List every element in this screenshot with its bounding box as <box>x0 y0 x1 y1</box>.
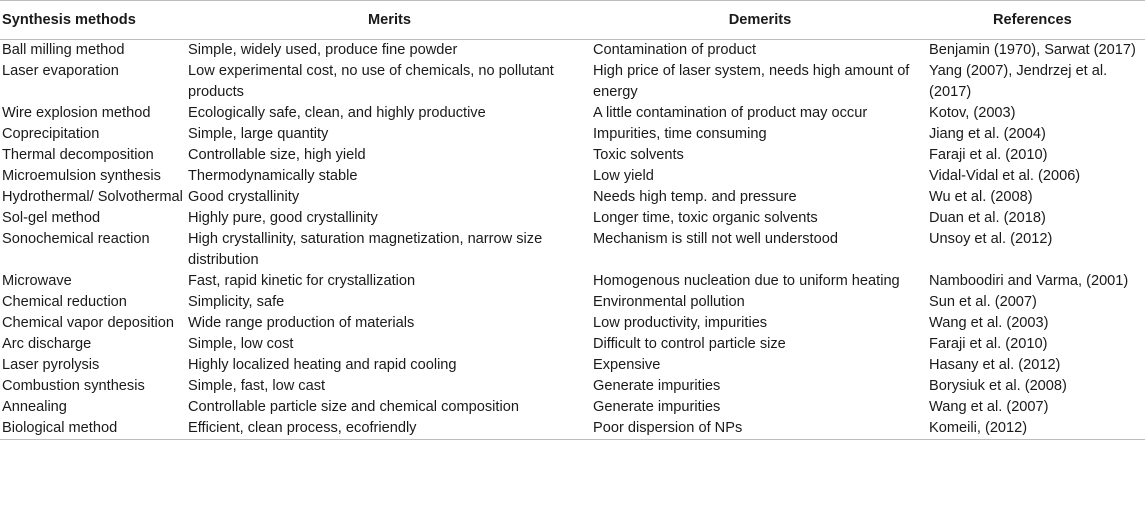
table-row <box>0 334 1145 355</box>
cell-demerits: A little contamination of product may occur <box>593 105 868 121</box>
header-demerits: Demerits <box>591 1 927 40</box>
cell-references: Komeili, (2012) <box>927 418 1145 440</box>
cell-references: Namboodiri and Varma, (2001) <box>929 273 1129 289</box>
cell-method: Annealing <box>2 399 67 415</box>
cell-demerits: Poor dispersion of NPs <box>591 418 927 440</box>
cell-method: Microwave <box>2 273 72 289</box>
cell-demerits: Toxic solvents <box>593 147 684 163</box>
table-row <box>0 418 1145 440</box>
table-row <box>0 355 1145 376</box>
cell-demerits: Mechanism is still not well understood <box>593 231 838 247</box>
cell-merits: Good crystallinity <box>188 189 300 205</box>
table-row <box>0 61 1145 103</box>
cell-demerits: Expensive <box>593 357 661 373</box>
header-references: References <box>927 1 1145 40</box>
cell-demerits: Difficult to control particle size <box>593 336 786 352</box>
cell-merits: Controllable size, high yield <box>188 147 366 163</box>
table-row <box>0 313 1145 334</box>
table-row <box>0 208 1145 229</box>
cell-method: Arc discharge <box>2 336 92 352</box>
cell-references: Wu et al. (2008) <box>929 189 1033 205</box>
cell-method: Chemical vapor deposition <box>2 315 174 331</box>
cell-demerits: Generate impurities <box>593 378 721 394</box>
header-row <box>0 1 1145 40</box>
cell-method: Thermal decomposition <box>2 147 154 163</box>
cell-references: Benjamin (1970), Sarwat (2017) <box>929 42 1136 58</box>
table-row <box>0 292 1145 313</box>
cell-merits: Low experimental cost, no use of chemicals, no pollutant products <box>188 63 554 100</box>
cell-demerits: Generate impurities <box>593 399 721 415</box>
table-row <box>0 166 1145 187</box>
cell-merits: Ecologically safe, clean, and highly productive <box>188 105 486 121</box>
cell-references: Duan et al. (2018) <box>929 210 1046 226</box>
cell-merits: Highly pure, good crystallinity <box>188 210 378 226</box>
cell-demerits: Low yield <box>593 168 654 184</box>
cell-demerits: Contamination of product <box>593 42 757 58</box>
cell-demerits: Longer time, toxic organic solvents <box>593 210 818 226</box>
cell-references: Faraji et al. (2010) <box>929 336 1048 352</box>
cell-method: Sonochemical reaction <box>2 231 150 247</box>
cell-method: Microemulsion synthesis <box>2 168 161 184</box>
cell-references: Jiang et al. (2004) <box>929 126 1046 142</box>
cell-merits: Fast, rapid kinetic for crystallization <box>188 273 416 289</box>
header-synthesis-methods: Synthesis methods <box>0 1 186 40</box>
cell-references: Kotov, (2003) <box>929 105 1016 121</box>
cell-references: Unsoy et al. (2012) <box>929 231 1053 247</box>
cell-merits: Simple, large quantity <box>188 126 329 142</box>
header-merits: Merits <box>186 1 591 40</box>
cell-merits: Simple, widely used, produce fine powder <box>188 42 458 58</box>
cell-method: Laser pyrolysis <box>2 357 100 373</box>
cell-demerits: Environmental pollution <box>593 294 745 310</box>
cell-demerits: High price of laser system, needs high amount of energy <box>593 63 910 100</box>
cell-demerits: Low productivity, impurities <box>593 315 768 331</box>
table-row <box>0 40 1145 62</box>
cell-references: Faraji et al. (2010) <box>929 147 1048 163</box>
cell-references: Vidal-Vidal et al. (2006) <box>929 168 1081 184</box>
cell-merits: Thermodynamically stable <box>188 168 358 184</box>
cell-merits: Efficient, clean process, ecofriendly <box>186 418 591 440</box>
cell-references: Wang et al. (2007) <box>929 399 1049 415</box>
cell-references: Wang et al. (2003) <box>929 315 1049 331</box>
cell-merits: Controllable particle size and chemical composition <box>188 399 519 415</box>
cell-method: Sol-gel method <box>2 210 101 226</box>
table-header <box>0 1 1145 40</box>
table-row <box>0 103 1145 124</box>
cell-references: Yang (2007), Jendrzej et al. (2017) <box>929 63 1108 100</box>
table-row <box>0 229 1145 271</box>
cell-merits: Simple, fast, low cast <box>188 378 326 394</box>
table-row <box>0 187 1145 208</box>
cell-method: Chemical reduction <box>2 294 127 310</box>
cell-merits: High crystallinity, saturation magnetization, narrow size distribution <box>188 231 543 268</box>
cell-references: Sun et al. (2007) <box>929 294 1037 310</box>
table-row <box>0 145 1145 166</box>
cell-method: Ball milling method <box>2 42 125 58</box>
cell-demerits: Needs high temp. and pressure <box>593 189 797 205</box>
cell-method: Biological method <box>0 418 186 440</box>
cell-merits: Simplicity, safe <box>188 294 285 310</box>
cell-merits: Simple, low cost <box>188 336 294 352</box>
table-row <box>0 397 1145 418</box>
table-row <box>0 376 1145 397</box>
table-body <box>0 40 1145 440</box>
cell-merits: Wide range production of materials <box>188 315 415 331</box>
cell-method: Wire explosion method <box>2 105 151 121</box>
cell-merits: Highly localized heating and rapid cooling <box>188 357 457 373</box>
cell-references: Hasany et al. (2012) <box>929 357 1061 373</box>
cell-demerits: Homogenous nucleation due to uniform heating <box>593 273 900 289</box>
table-row <box>0 124 1145 145</box>
cell-method: Combustion synthesis <box>2 378 145 394</box>
cell-method: Laser evaporation <box>2 63 119 79</box>
cell-method: Coprecipitation <box>2 126 100 142</box>
cell-references: Borysiuk et al. (2008) <box>929 378 1067 394</box>
table-row <box>0 271 1145 292</box>
cell-demerits: Impurities, time consuming <box>593 126 767 142</box>
cell-method: Hydrothermal/ Solvothermal <box>2 189 183 205</box>
